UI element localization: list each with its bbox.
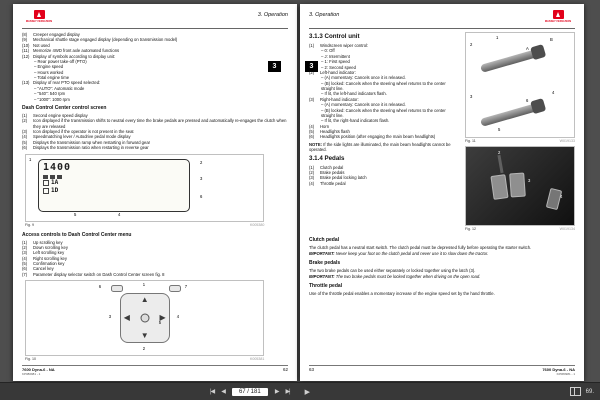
pdf-page-left: [13, 4, 297, 381]
figure-code: K005381: [250, 357, 265, 362]
list-line: [309, 108, 459, 119]
next-page-button[interactable]: ▶: [274, 389, 279, 395]
item-text: Windscreen wiper control:: [320, 43, 369, 48]
callout: 5: [158, 320, 162, 326]
item-text: Not used: [33, 42, 50, 48]
item-number: (1): [22, 112, 28, 118]
viewer-toolbar: [0, 382, 600, 400]
item-text: Icon displayed if the operator is not present in the seat: [33, 129, 134, 134]
access-list: [22, 240, 288, 278]
item-number: (5): [309, 129, 315, 134]
list-line: [22, 118, 288, 129]
callout: 3: [200, 175, 203, 181]
last-page-button[interactable]: ▶|: [285, 389, 290, 395]
access-heading: Access controls to Dash Control Center menu: [22, 231, 132, 238]
brand-logo: [22, 10, 56, 23]
item-number: (5): [22, 139, 28, 145]
display-icon: [43, 175, 48, 179]
item-text: Throttle pedal: [320, 180, 346, 186]
callout: 6: [98, 284, 102, 290]
figure-column: [465, 32, 575, 234]
callout: 1: [29, 156, 32, 162]
item-text: Display of symbols according to display unit:: [33, 53, 116, 59]
item-text: Displays the transmission ratio when restarting in reverse gear: [33, 145, 149, 151]
item-text: Headlights flash: [320, 129, 350, 134]
left-key-icon: ◀: [123, 313, 130, 323]
item-number: (5): [22, 261, 28, 266]
dcc-heading: Dash Control Center control screen: [22, 104, 107, 111]
item-number: (3): [22, 250, 28, 256]
callout: 2: [470, 42, 473, 47]
list-line: [22, 97, 288, 102]
item-text: Speedmatching lever / Autodrive pedal mode display: [33, 134, 131, 140]
play-button[interactable]: ▶: [304, 388, 311, 396]
figure-caption: Fig. 12: [465, 227, 476, 231]
callout: 4: [560, 194, 563, 199]
dcc-keypad: [120, 293, 170, 343]
figure-code: K005380: [250, 222, 265, 227]
item-text: Displays the transmission ramp when restarting in forward gear: [33, 139, 151, 145]
item-text: – 0: Off: [321, 48, 459, 53]
page-header: [309, 10, 575, 29]
callout: 2: [142, 346, 146, 352]
item-number: (2): [22, 244, 28, 250]
important-note: [309, 251, 575, 256]
item-text: – "1000": 1000 rpm: [34, 97, 288, 102]
page-number: 63: [309, 367, 315, 372]
footer-code: KP080981 - 1: [22, 372, 41, 376]
item-number: (4): [309, 123, 315, 129]
reverse-gear-indicator: [43, 188, 185, 194]
note: [309, 142, 459, 153]
gear-value: 1D: [51, 186, 59, 194]
figure-dash-display: [25, 154, 264, 227]
item-text: – If lit, the right-hand indicators flash.: [321, 118, 459, 123]
menu-key-icon: [111, 285, 123, 292]
item-number: (11): [22, 48, 30, 54]
note-text: If the side lights are illuminated, the main beam headlights cannot be operated.: [309, 141, 451, 153]
item-text: Horn: [320, 123, 330, 129]
item-number: (6): [22, 145, 28, 151]
callout: 3: [528, 178, 531, 183]
item-text: – (A) momentary: Cancels once it is released.: [321, 102, 459, 107]
page-number: 62: [282, 367, 288, 372]
display-icon: [57, 175, 62, 179]
callout: B: [550, 37, 553, 42]
item-text: Second engine speed display: [33, 112, 88, 118]
item-text: – 1: First speed: [321, 59, 459, 64]
important-text: The two brake pedals must be locked together when driving on the open road.: [335, 274, 481, 280]
callout: 5: [74, 211, 77, 217]
item-number: (1): [22, 239, 28, 245]
brake-pedal-drawing: [509, 173, 526, 198]
callout: 3: [108, 314, 112, 320]
item-text: – Hours worked: [34, 70, 288, 75]
pedals-list: [309, 165, 459, 187]
item-number: (6): [309, 134, 315, 140]
item-number: (1): [309, 43, 315, 48]
pedal-section: [309, 260, 575, 280]
two-page-view-icon[interactable]: [570, 387, 581, 396]
section-body: The two brake pedals can be used either separately or locked together using the latch (3).: [309, 267, 476, 273]
item-number: (13): [22, 80, 30, 86]
item-text: Parameter display selector switch on Dash Control Center screen fig. 8: [33, 271, 165, 277]
item-text: Creeper engaged display: [33, 32, 80, 37]
item-text: – (B) locked: Cancels when the steering wheel returns to the center straight line.: [321, 108, 459, 119]
list-line: [309, 134, 459, 139]
previous-page-button[interactable]: ◀: [221, 389, 225, 395]
section-body: Use of the throttle pedal enables a momentary increase of the engine speed set by the hand throttle.: [309, 290, 495, 296]
section-314-heading: 3.1.4 Pedals: [309, 154, 345, 162]
chapter-header: 3. Operation: [309, 12, 340, 18]
important-note: [309, 274, 575, 279]
chapter-tab: 3: [305, 61, 318, 72]
ok-key-icon: [140, 314, 149, 323]
dash-display-screen: [38, 159, 190, 212]
item-number: (8): [22, 32, 28, 37]
item-number: (1): [309, 164, 315, 170]
figure-caption: Fig. 9: [25, 222, 34, 227]
callout: 3: [470, 94, 473, 99]
section-heading: Throttle pedal: [309, 282, 343, 289]
item-text: – Engine speed: [34, 64, 288, 69]
figure-caption: Fig. 10: [25, 357, 36, 362]
item-text: – "AUTO": Automatic mode: [34, 86, 288, 91]
text-column: [309, 32, 459, 234]
item-text: – (A) momentary: Cancels once it is released.: [321, 75, 459, 80]
chapter-tab: 3: [268, 61, 281, 72]
down-key-icon: ▼: [140, 331, 149, 341]
item-text: – 2: Second speed: [321, 65, 459, 70]
massey-ferguson-emblem-icon: [34, 10, 45, 19]
callout: 2: [200, 159, 203, 165]
section-heading: Clutch pedal: [309, 237, 340, 243]
pedal-section: [309, 283, 575, 296]
item-text: – Total engine time: [34, 75, 288, 80]
important-label: IMPORTANT:: [309, 274, 335, 280]
item-text: Brake pedals: [320, 170, 345, 176]
page-footer: [22, 365, 288, 377]
brand-name: MASSEY FERGUSON: [544, 20, 572, 23]
up-key-icon: ▲: [140, 295, 149, 305]
item-text: Up scrolling key: [33, 239, 63, 245]
item-number: (3): [22, 129, 28, 134]
gear-icon: [43, 180, 49, 186]
wiper-stalk-drawing: [480, 46, 538, 73]
engine-speed-value: 1400: [43, 161, 72, 173]
item-number: (12): [22, 53, 30, 59]
callout: 1: [496, 35, 499, 40]
item-number: (3): [309, 175, 315, 181]
callout: 6: [526, 98, 529, 103]
item-text: – If lit, the left-hand indicators flash.: [321, 91, 459, 96]
callout: 6: [200, 193, 203, 199]
section-heading: Brake pedals: [309, 259, 341, 266]
page-footer: [309, 365, 575, 377]
item-number: (7): [22, 271, 28, 277]
item-text: Icon displayed if the transmission shifts to neutral every time the brake pedals are pressed and automatically re-engages the clutch when they are released: [33, 118, 287, 129]
callout: 2: [498, 150, 501, 155]
item-number: (10): [22, 42, 30, 48]
chapter-header: 3. Operation: [257, 12, 288, 18]
callout: A: [526, 46, 529, 51]
important-label: IMPORTANT:: [309, 251, 335, 257]
callout: 4: [118, 211, 121, 217]
figure-keypad: [25, 280, 264, 361]
page-number-input[interactable]: 67 / 181: [232, 388, 268, 396]
indicator-stalk-drawing: [480, 103, 538, 127]
item-text: Down scrolling key: [33, 244, 68, 250]
item-text: Memorize 4WD front axle automated functions: [33, 48, 120, 54]
callout: 1: [142, 282, 146, 288]
item-text: Mechanical shuttle stage engaged display (depending on transmission model): [33, 37, 178, 43]
item-text: Display of rear PTO speed selected:: [33, 80, 101, 86]
section-body: The clutch pedal has a neutral start switch. The clutch pedal must be depressed fully before operating the starter switch.: [309, 245, 532, 250]
important-text: Never keep your foot on the clutch pedal and never use it to slow down the tractor.: [335, 251, 489, 257]
page-header: [22, 10, 288, 29]
item-number: (4): [22, 255, 28, 261]
item-text: Right scrolling key: [33, 255, 67, 261]
item-number: (2): [309, 170, 315, 176]
dcc-list: [22, 113, 288, 151]
left-page-content: [22, 10, 288, 376]
item-text: Confirmation key: [33, 261, 65, 266]
item-number: (9): [22, 37, 28, 43]
item-text: Brake pedal locking latch: [320, 175, 367, 181]
display-icon: [50, 175, 55, 179]
item-number: (6): [22, 266, 28, 272]
brand-name: MASSEY FERGUSON: [25, 20, 53, 23]
item-number: (2): [309, 69, 315, 75]
gear-value: 1A: [51, 179, 59, 186]
item-number: (4): [309, 180, 315, 186]
figure-caption: Fig. 11: [465, 139, 476, 143]
callout: 4: [552, 90, 555, 95]
callout: 5: [498, 127, 501, 132]
item-number: (3): [309, 96, 315, 102]
figure-pedals-photo: [465, 146, 575, 231]
figure-code: W019134: [559, 227, 575, 231]
item-text: – J: Intermittent: [321, 54, 459, 59]
item-number: (2): [22, 118, 28, 124]
footer-model: 7600 Dyna-6 - NA: [542, 367, 575, 372]
right-page-content: [309, 10, 575, 376]
control-unit-list: [309, 43, 459, 140]
list-line: [309, 81, 459, 92]
list-line: [22, 145, 288, 150]
list-line: [309, 181, 459, 186]
item-text: Clutch pedal: [320, 164, 344, 170]
display-status-icons: [43, 175, 185, 179]
escape-key-icon: [169, 285, 181, 292]
brand-logo: [541, 10, 575, 23]
pdf-page-right: [300, 4, 584, 381]
massey-ferguson-emblem-icon: [553, 10, 564, 19]
gear-icon: [43, 188, 49, 194]
figure-control-stalks: [465, 32, 575, 143]
callout: 7: [184, 284, 188, 290]
footer-code: KP080981 - 1: [556, 372, 575, 376]
forward-gear-indicator: [43, 180, 185, 186]
zoom-label: 69.: [585, 388, 594, 395]
section-313-heading: 3.1.3 Control unit: [309, 33, 360, 40]
note-label: NOTE:: [309, 141, 323, 147]
item-text: Headlights position (after engaging the main beam headlights): [320, 134, 436, 140]
item-text: Cancel key: [33, 266, 54, 272]
item-text: Left-hand indicator:: [320, 69, 356, 75]
item-text: – (B) locked: Cancels when the steering wheel returns to the center straight line.: [321, 81, 459, 92]
list-line: [22, 272, 288, 277]
footer-model: 7600 Dyna-6 - NA: [22, 367, 55, 372]
pedal-arm-drawing: [497, 155, 503, 173]
brake-pedal-drawing: [490, 174, 508, 200]
item-number: (4): [22, 134, 28, 140]
right-key-icon: ▶: [159, 313, 166, 323]
display-items-list: [22, 32, 288, 102]
item-text: Right-hand indicator:: [320, 96, 359, 102]
item-text: Left scrolling key: [33, 250, 65, 256]
item-text: – "540": 540 rpm: [34, 91, 288, 96]
pedal-sections: [309, 234, 575, 296]
item-text: – Rear power take-off (PTO): [34, 59, 288, 64]
first-page-button[interactable]: |◀: [210, 389, 215, 395]
figure-code: W019133: [559, 139, 575, 143]
callout: 4: [176, 314, 180, 320]
pedal-section: [309, 237, 575, 257]
